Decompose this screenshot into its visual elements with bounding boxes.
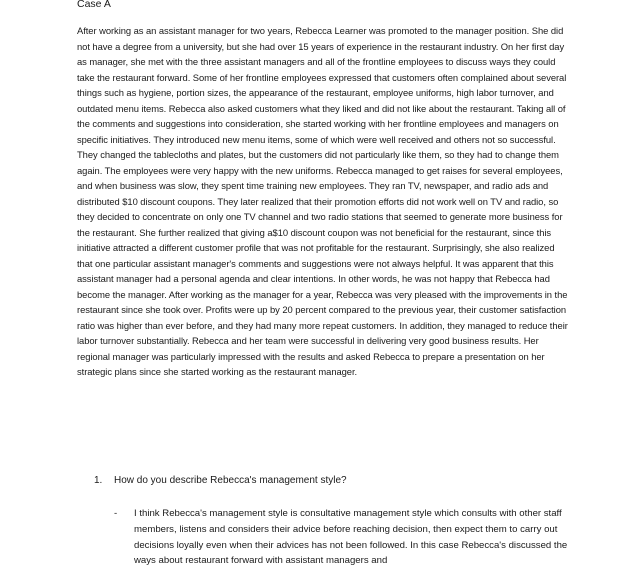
answer-text: I think Rebecca's management style is consultative management style which consults with other staff members, listens and considers their advice before reaching decision, then expect them to carry out decisions loyally even when their advices has not been followed. In this case Rebecca's discussed the ways about restaurant forward with assistant managers and [134, 508, 568, 567]
case-paragraph: After working as an assistant manager for two years, Rebecca Learner was promoted to the manager position. She did not have a degree from a university, but she had over 15 years of experience in the restaurant industry. On her first day as manager, she met with the three assistant managers and all of the frontline employees to discuss ways they could take the restaurant forward. Some of her frontline employees expressed that customers often complained about several things such as hygiene, portion sizes, the appearance of the restaurant, employee uniforms, high labor turnover, and outdated menu items. Rebecca also asked customers what they liked and did not like about the restaurant. Taking all of the comments and suggestions into consideration, she started working with her frontline employees and managers on specific initiatives. They introduced new menu items, some of which were well received and others not so successful. They changed the tablecloths and plates, but the customers did not particularly like them, so they had to change them again. The employees were very happy with the new uniforms. Rebecca managed to get raises for several employees, and when business was slow, they spent time training new employees. They ran TV, newspaper, and radio ads and distributed $10 discount coupons. They later realized that their promotion efforts did not work well on TV and radio, so they decided to concentrate on only one TV channel and two radio stations that seemed to generate more business for the restaurant. She further realized that giving a$10 discount coupon was not beneficial for the restaurant, since this initiative attracted a different customer profile that was not profitable for the restaurant. Surprisingly, she also realized that one particular assistant manager's comments and suggestions were not always helpful. It was apparent that this assistant manager had a personal agenda and clear intentions. In other words, he was not happy that Rebecca had become the manager. After working as the manager for a year, Rebecca was very pleased with the improvements in the restaurant since she took over. Profits were up by 20 percent compared to the previous year, their customer satisfaction ratio was higher than ever before, and they had many more repeat customers. In addition, they managed to reduce their labor turnover substantially. Rebecca and her team were successful in delivering very good business results. Her regional manager was particularly impressed with the results and asked Rebecca to prepare a presentation on her strategic plans since she started working as the restaurant manager. [77, 25, 568, 377]
question-number: 1. [94, 475, 103, 486]
answer-item [114, 506, 572, 569]
question-text: How do you describe Rebecca's management style? [114, 475, 347, 486]
question-item [94, 473, 347, 488]
case-title: Case A [77, 0, 111, 10]
answer-bullet: - [114, 508, 118, 519]
